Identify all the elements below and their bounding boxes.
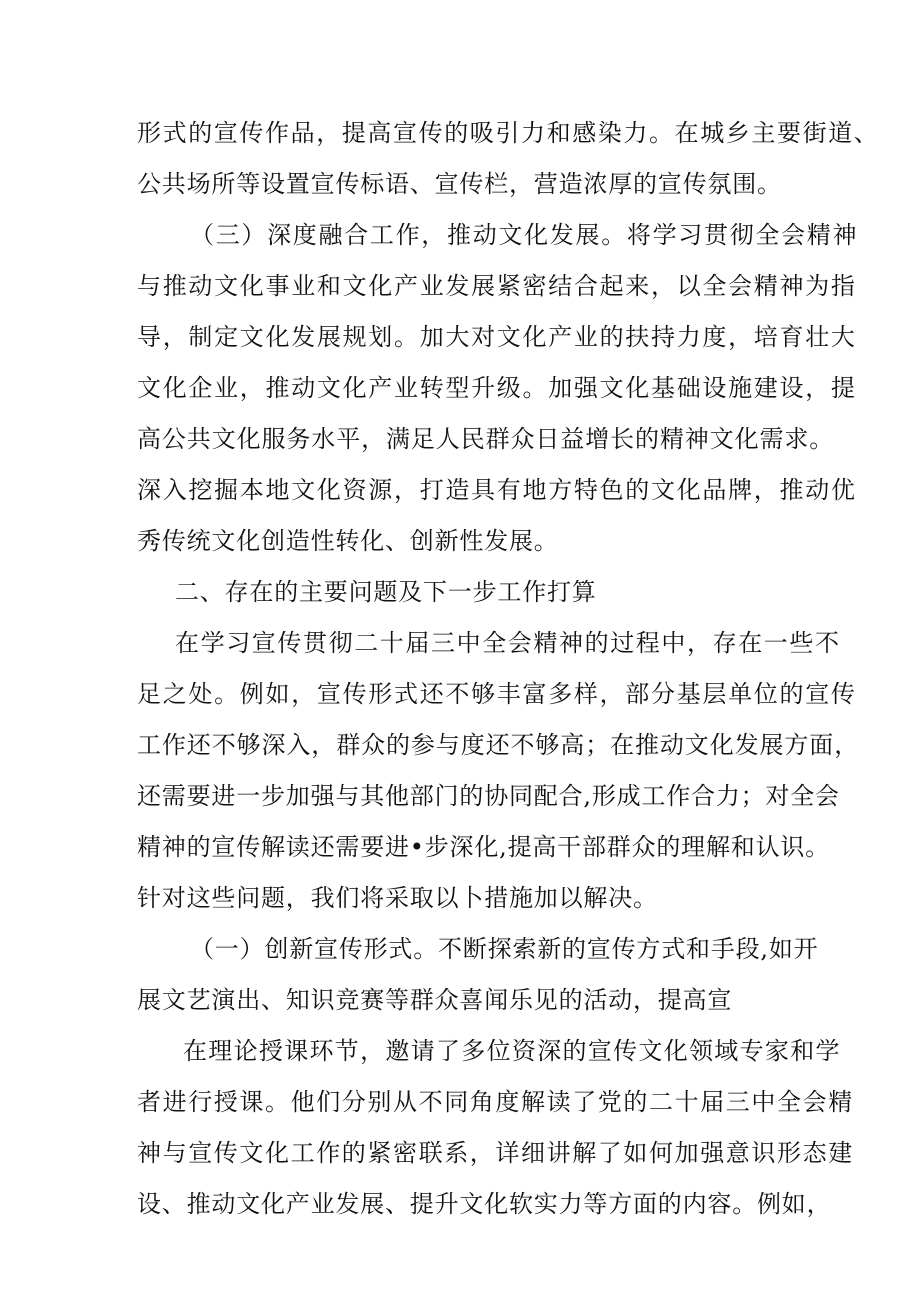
text-line: 在理论授课环节，邀请了多位资深的宣传文化领域专家和学 — [183, 1037, 841, 1065]
text-line: 公共场所等设置宣传标语、宣传栏，营造浓厚的宣传氛围。 — [137, 170, 782, 198]
section-heading: 二、存在的主要问题及下一步工作打算 — [175, 578, 597, 606]
text-line: 形式的宣传作品，提高宣传的吸引力和感染力。在城乡主要街道、 — [137, 119, 880, 147]
text-line: 还需要进一步加强与其他部门的协同配合,形成工作合力；对全会 — [137, 782, 840, 810]
text-line: 神与宣传文化工作的紧密联系，详细讲解了如何加强意识形态建 — [137, 1139, 854, 1167]
text-line: 秀传统文化创造性转化、创新性发展。 — [137, 527, 559, 555]
text-line: 深入挖掘本地文化资源，打造具有地方特色的文化品牌，推动优 — [137, 476, 857, 504]
text-line: 在学习宣传贯彻二十届三中全会精神的过程中，存在一些不 — [175, 629, 841, 657]
text-line: 高公共文化服务水平，满足人民群众日益增长的精神文化需求。 — [137, 425, 835, 453]
text-line: 文化企业，推动文化产业转型升级。加强文化基础设施建设，提 — [137, 374, 857, 402]
text-line: 精神的宣传解读还需要进•步深化,提高干部群众的理解和认识。 — [137, 833, 830, 861]
text-line: 展文艺演出、知识竞赛等群众喜闻乐见的活动，提高宣 — [137, 986, 733, 1014]
text-line: 设、推动文化产业发展、提升文化软实力等方面的内容。例如， — [137, 1190, 832, 1218]
text-line: 足之处。例如，宣传形式还不够丰富多样，部分基层单位的宣传 — [137, 680, 857, 708]
text-line: 者进行授课。他们分别从不同角度解读了党的二十届三中全会精 — [137, 1088, 854, 1116]
text-line: 与推动文化事业和文化产业发展紧密结合起来，以全会精神为指 — [137, 272, 857, 300]
text-line: （一）创新宣传形式。不断探索新的宣传方式和手段,如开 — [190, 935, 819, 963]
text-line: 导，制定文化发展规划。加大对文化产业的扶持力度，培育壮大 — [137, 323, 857, 351]
text-line: 工作还不够深入，群众的参与度还不够高；在推动文化发展方面， — [137, 731, 860, 759]
text-line: （三）深度融合工作，推动文化发展。将学习贯彻全会精神 — [190, 221, 859, 249]
text-line: 针对这些问题，我们将采取以卜措施加以解决。 — [137, 884, 658, 912]
